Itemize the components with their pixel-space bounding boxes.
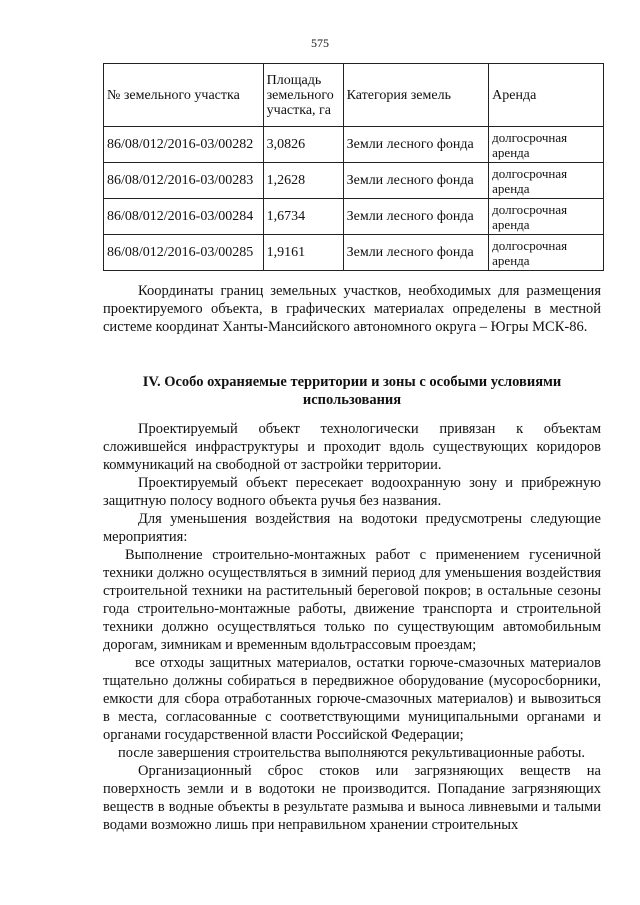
land-plots-table	[103, 63, 604, 271]
table-header-row	[104, 64, 604, 127]
plot-area-cell: 1,6734	[263, 199, 343, 235]
plot-number-cell: 86/08/012/2016-03/00283	[104, 163, 264, 199]
body-paragraph: Проектируемый объект пересекает водоохранную зону и прибрежную защитную полосу водного объекта ручья без названия.	[103, 475, 601, 509]
land-category-cell: Земли лесного фонда	[343, 199, 489, 235]
coordinates-section	[103, 282, 601, 336]
table-row	[104, 199, 604, 235]
table-row	[104, 127, 604, 163]
plot-area-cell: 1,9161	[263, 235, 343, 271]
lease-cell: долгосрочная аренда	[489, 235, 604, 271]
lease-cell: долгосрочная аренда	[489, 163, 604, 199]
land-category-cell: Земли лесного фонда	[343, 127, 489, 163]
body-paragraph: все отходы защитных материалов, остатки горюче-смазочных материалов тщательно должны собираться в передвижное оборудование (мусоросборники, емкости для сбора отработанных горюче-смазочных материалов) и вывозиться в места, согласованные с соответствующими муниципальными органами и органами государственной власти Российской Федерации;	[103, 655, 601, 743]
plot-number-cell: 86/08/012/2016-03/00284	[104, 199, 264, 235]
body-paragraph: Для уменьшения воздействия на водотоки предусмотрены следующие мероприятия:	[103, 511, 601, 545]
header-land-category: Категория земель	[343, 64, 489, 127]
plot-number-cell: 86/08/012/2016-03/00282	[104, 127, 264, 163]
section-heading: IV. Особо охраняемые территории и зоны с особыми условиями использования	[142, 374, 562, 408]
header-plot-number: № земельного участка	[104, 64, 264, 127]
plot-area-cell: 1,2628	[263, 163, 343, 199]
lease-cell: долгосрочная аренда	[489, 199, 604, 235]
plot-area-cell: 3,0826	[263, 127, 343, 163]
body-paragraph: после завершения строительства выполняются рекультивационные работы.	[118, 745, 585, 761]
plot-number-cell: 86/08/012/2016-03/00285	[104, 235, 264, 271]
coordinates-paragraph: Координаты границ земельных участков, необходимых для размещения проектируемого объекта, в графических материалах определены в местной системе координат Ханты-Мансийского автономного округа – Югры МСК-86.	[103, 283, 601, 335]
land-category-cell: Земли лесного фонда	[343, 235, 489, 271]
body-paragraph: Проектируемый объект технологически привязан к объектам сложившейся инфраструктуры и проходит вдоль существующих коридоров коммуникаций на свободной от застройки территории.	[103, 421, 601, 473]
page-number: 575	[311, 36, 329, 50]
body-paragraph: Выполнение строительно-монтажных работ с применением гусеничной техники должно осуществляться в зимний период для уменьшения воздействия строительной техники на растительный береговой покров; в остальные сезоны года строительно-монтажные работы, движение транспорта и строительной техники должно осуществляться только по существующим автомобильным дорогам, зимникам и временным вдольтрассовым проездам;	[103, 547, 601, 653]
body-paragraph: Организационный сброс стоков или загрязняющих веществ на поверхность земли и в водотоки не производится. Попадание загрязняющих веществ в водные объекты в результате размыва и выноса ливневыми и талыми водами возможно лишь при неправильном хранении строительных	[103, 763, 601, 833]
table-row	[104, 163, 604, 199]
section-body	[103, 420, 601, 834]
lease-cell: долгосрочная аренда	[489, 127, 604, 163]
header-lease: Аренда	[489, 64, 604, 127]
land-category-cell: Земли лесного фонда	[343, 163, 489, 199]
header-plot-area: Площадь земельного участка, га	[263, 64, 343, 127]
table-row	[104, 235, 604, 271]
